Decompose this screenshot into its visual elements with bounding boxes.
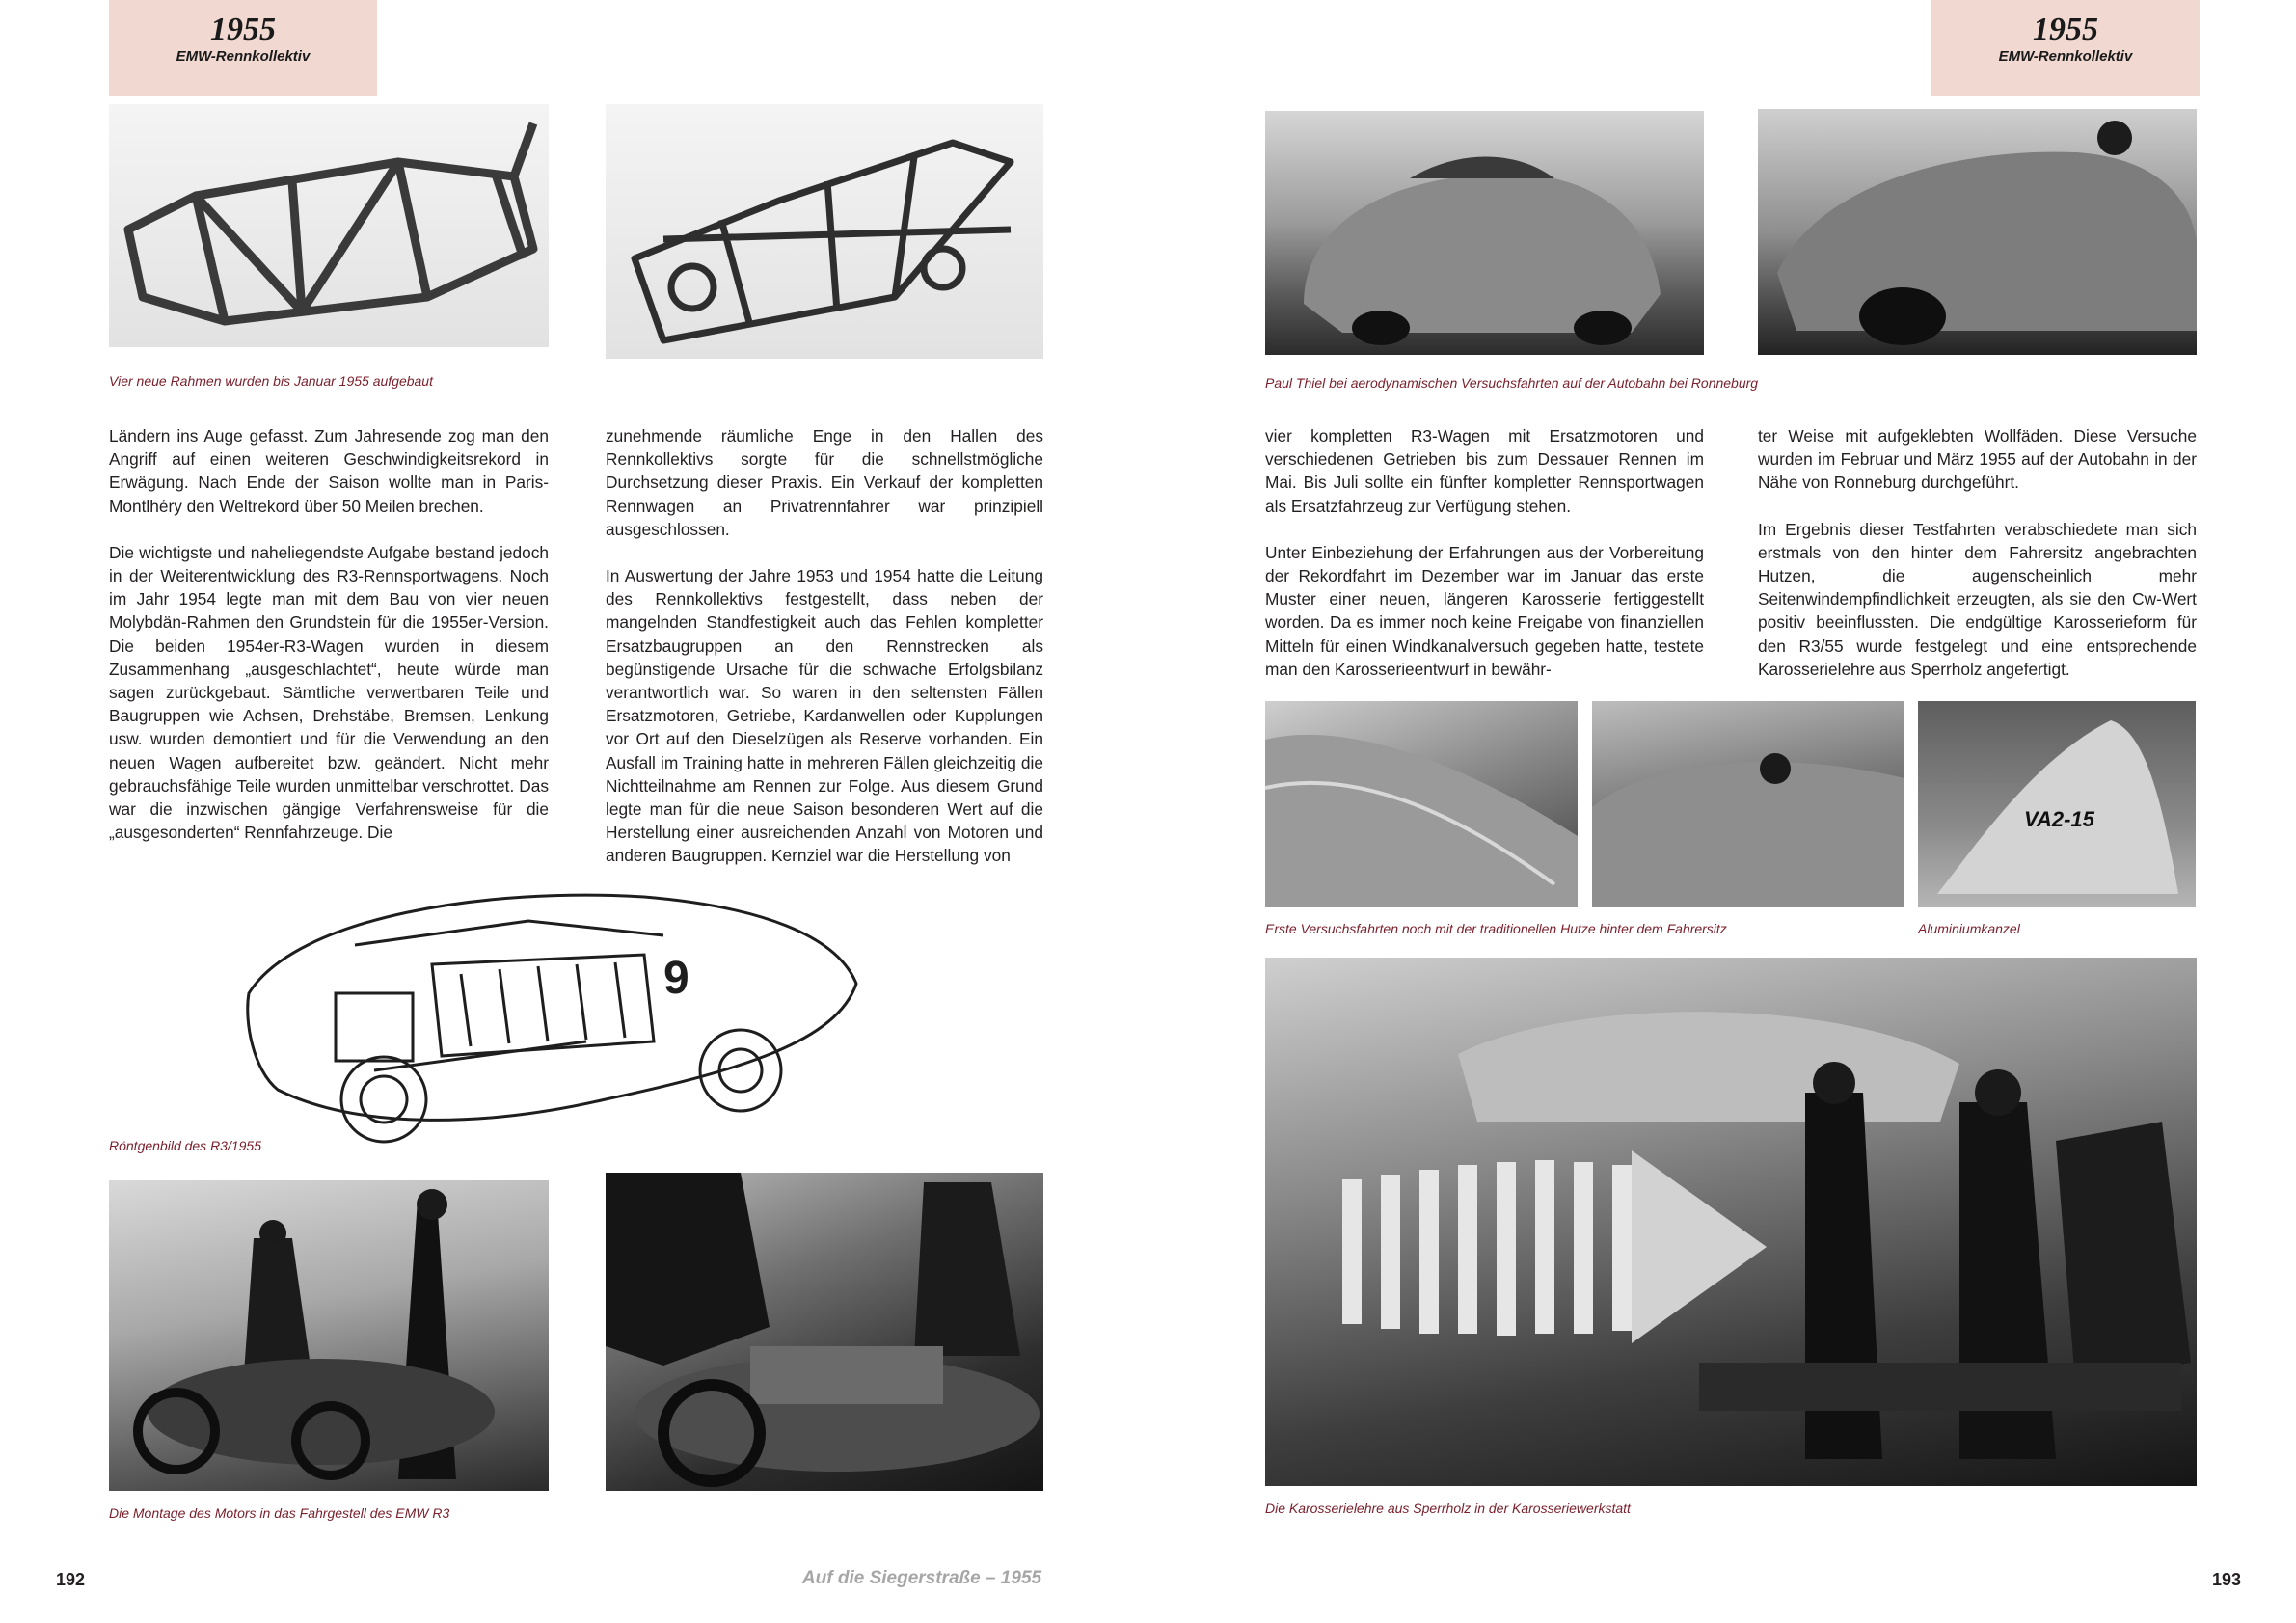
paragraph: vier kompletten R3-Wagen mit Ersatzmotoren und verschiedenen Getrieben bis zum Dessauer Rennen im Mai. Bis Juli sollte ein fünfter kompletter Rennsportwagen als Ersatzfahrzeug zur Verfügung stehen. — [1265, 426, 1704, 516]
engine-assembly-photo — [606, 1173, 1043, 1491]
photo-first-test-1 — [1265, 701, 1578, 907]
photo-frame-2 — [606, 104, 1043, 359]
wool-thread-test-photo — [1265, 701, 1578, 907]
chapter-tab-left — [109, 0, 377, 96]
driver-in-streamliner-photo — [1758, 109, 2197, 355]
chapter-tab-right — [1931, 0, 2200, 96]
paragraph: zunehmende räumliche Enge in den Hallen des Rennkollektivs sorgte für die schnellstmögliche Durchsetzung dieser Praxis. Ein Verkauf der kompletten Rennwagen an Privatrennfahrer war prinzipiell ausgeschlossen. — [606, 426, 1043, 539]
canopy-marking: VA2-15 — [2024, 807, 2094, 831]
streamliner-on-autobahn-photo — [1265, 111, 1704, 355]
chapter-subtitle: EMW-Rennkollektiv — [1998, 48, 2133, 65]
paragraph: ter Weise mit aufgeklebten Wollfäden. Diese Versuche wurden im Februar und März 1955 auf der Autobahn in der Nähe von Ronneburg durchgeführt. — [1758, 426, 2197, 493]
caption-canopy: Aluminiumkanzel — [1918, 921, 2020, 936]
text-column-4 — [1758, 424, 2197, 681]
page-number-right: 193 — [2212, 1570, 2242, 1589]
photo-aluminium-canopy — [1918, 701, 2196, 907]
paragraph: Die wichtigste und naheliegendste Aufgabe bestand jedoch in der Weiterentwicklung des R3-Rennsportwagens. Noch im Jahr 1954 legte man mit dem Bau von vier neuen Molybdän-Rahmen den Grundstein für die 1955er-Version. Die beiden 1954er-R3-Wagen wurden in diesem Zusammenhang „ausgeschlachtet“, heute würde man sagen zurückgebaut. Sämtliche verwertbaren Teile und Baugruppen wie Achsen, Drehstäbe, Bremsen, Lenkung usw. wurden demontiert und für die Verwendung an den neuen Wagen aufbereitet bzw. geändert. Nicht mehr gebrauchsfähige Teile wurden unmittelbar verschrottet. Das war die inzwischen gängige Verfahrensweise für die „ausgesonderten“ Rennfahrzeuge. Die — [109, 542, 549, 843]
plywood-body-jig-workshop-photo — [1265, 958, 2197, 1486]
cutaway-drawing — [239, 878, 866, 1155]
text-column-2 — [606, 424, 1043, 868]
caption-autobahn: Paul Thiel bei aerodynamischen Versuchsfahrten auf der Autobahn bei Ronneburg — [1265, 375, 1759, 391]
photo-frame-1 — [109, 104, 549, 347]
text-column-3 — [1265, 424, 1704, 681]
chapter-year: 1955 — [210, 12, 276, 47]
race-car-cutaway-illustration — [239, 878, 866, 1155]
photo-engine-montage-2 — [606, 1173, 1043, 1491]
paragraph: Ländern ins Auge gefasst. Zum Jahresende zog man den Angriff auf einen weiteren Geschwindigkeitsrekord in Erwägung. Nach Ende der Saison wollte man in Paris-Montlhéry den Weltrekord über 50 Meilen brechen. — [109, 426, 549, 516]
caption-frames: Vier neue Rahmen wurden bis Januar 1955 aufgebaut — [109, 373, 433, 389]
running-footer-title: Auf die Siegerstraße – 1955 — [801, 1568, 1042, 1588]
photo-autobahn-2 — [1758, 109, 2197, 355]
tube-frame-illustration — [109, 104, 549, 347]
mechanics-with-race-car-photo — [109, 1180, 549, 1491]
photo-first-test-2 — [1592, 701, 1904, 907]
caption-workshop: Die Karosserielehre aus Sperrholz in der Karosseriewerkstatt — [1265, 1501, 1631, 1516]
paragraph: Unter Einbeziehung der Erfahrungen aus der Vorbereitung der Rekordfahrt im Dezember war im Januar das erste Muster einer neuen, längeren Karosserie fertiggestellt worden. Da es immer noch keine Freigabe von finanziellen Mitteln für einen Windkanalversuch gegeben hatte, testete man den Karosserieentwurf in bewähr- — [1265, 542, 1704, 679]
page-number-left: 192 — [56, 1570, 86, 1589]
aluminium-canopy-photo — [1918, 701, 2196, 907]
paragraph: In Auswertung der Jahre 1953 und 1954 hatte die Leitung des Rennkollektivs festgestellt, dass neben der mangelnden Standfestigkeit auch das Fehlen kompletter Ersatzbaugruppen an den Rennstrecken als begünstigende Ursache für die schwache Erfolgsbilanz verantwortlich war. So waren in den seltensten Fällen Ersatzmotoren, Getriebe, Kardanwellen oder Kupplungen vor Ort auf den Dieselzügen als Reserve vorhanden. Ein Ausfall im Training hatte in mehreren Fällen gleichzeitig die Nichtteilnahme am Rennen zur Folge. Aus diesem Grund legte man für die neue Saison besonderen Wert auf die Herstellung einer ausreichenden Anzahl von Motoren und anderen Baugruppen. Kernziel war die Herstellung von — [606, 566, 1043, 866]
paragraph: Im Ergebnis dieser Testfahrten verabschiedete man sich erstmals von den hinter dem Fahrersitz angebrachten Hutzen, die augenscheinlich mehr Seitenwindempfindlichkeit erzeugten, als sie den Cw-Wert positiv beeinflussten. Die endgültige Karosserieform für den R3/55 wurde festgelegt und eine entsprechende Karosserielehre aus Sperrholz angefertigt. — [1758, 519, 2197, 679]
caption-montage: Die Montage des Motors in das Fahrgestell des EMW R3 — [109, 1505, 450, 1521]
photo-workshop — [1265, 958, 2197, 1486]
chapter-year: 1955 — [2033, 12, 2098, 47]
chassis-illustration — [606, 104, 1043, 359]
caption-first-tests: Erste Versuchsfahrten noch mit der traditionellen Hutze hinter dem Fahrersitz — [1265, 921, 1727, 936]
caption-xray: Röntgenbild des R3/1955 — [109, 1138, 262, 1153]
photo-autobahn-1 — [1265, 111, 1704, 355]
text-column-1 — [109, 424, 549, 844]
photo-engine-montage-1 — [109, 1180, 549, 1491]
chapter-subtitle: EMW-Rennkollektiv — [176, 48, 311, 65]
streamliner-with-hood-scoop-photo — [1592, 701, 1904, 907]
car-number: 9 — [663, 953, 689, 1004]
